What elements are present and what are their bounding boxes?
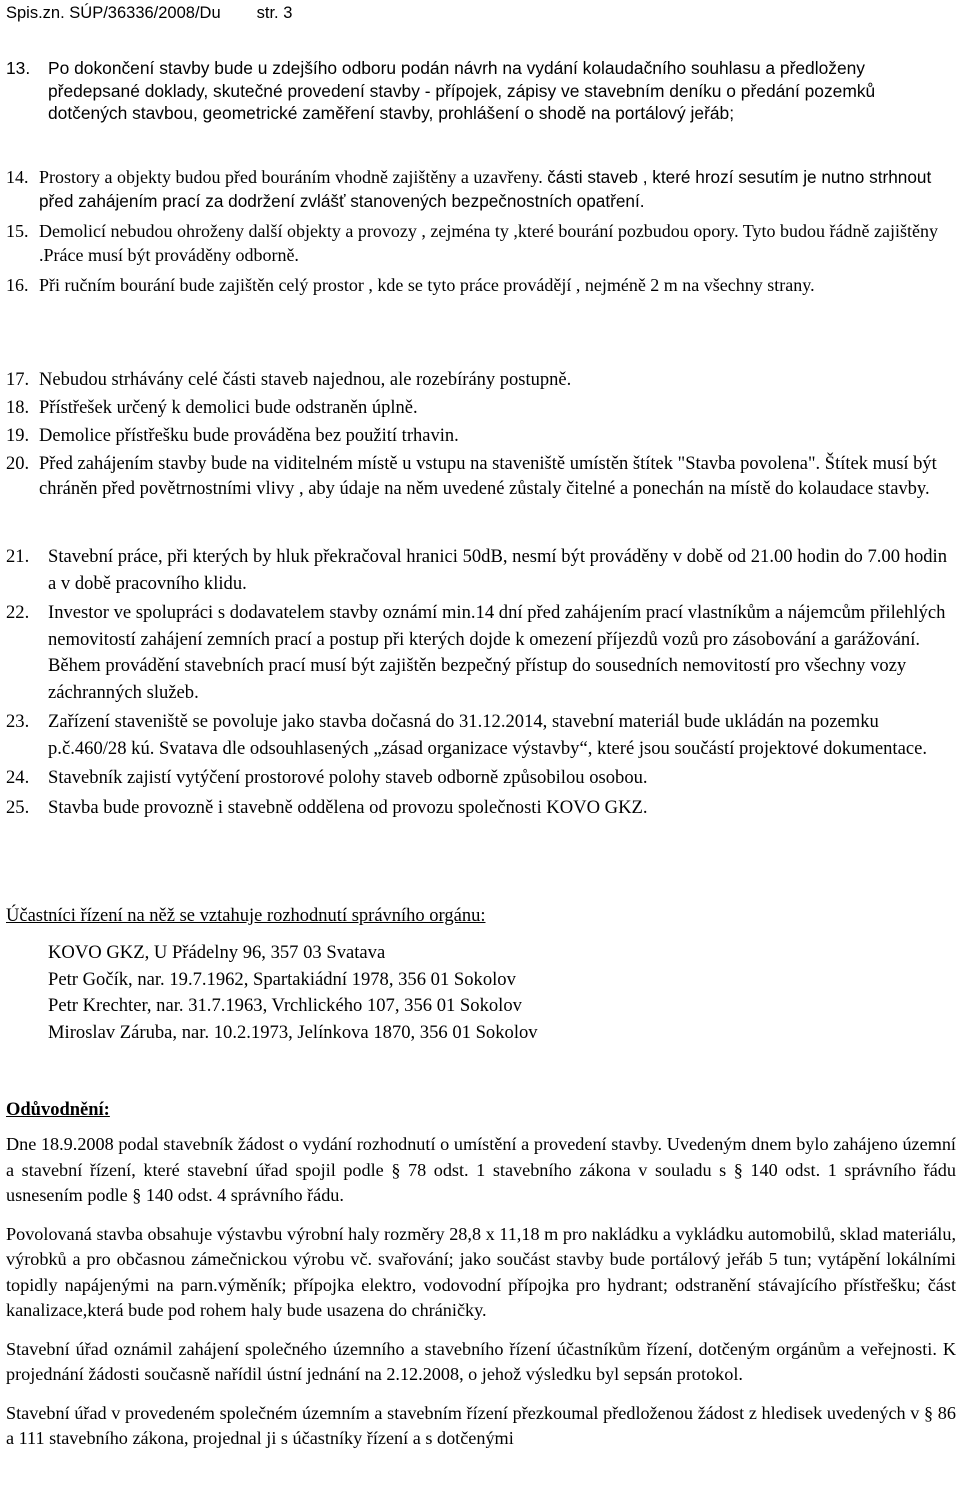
participants-heading: Účastníci řízení na něž se vztahuje rozhodnutí správního orgánu: (6, 906, 486, 926)
condition-number: 18. (6, 398, 30, 418)
condition-text: Přístřešek určený k demolici bude odstraněn úplně. (39, 398, 418, 418)
reasoning-body (6, 1132, 956, 1465)
condition-item (6, 709, 956, 762)
condition-number: 20. (6, 454, 30, 474)
condition-number: 22. (6, 602, 30, 623)
condition-item (6, 273, 956, 297)
condition-item (6, 452, 956, 502)
reasoning-paragraph: Stavební úřad v provedeném společném územním a stavebním řízení přezkoumal předloženou žádost z hledisek uvedených v § 86 a 111 stavebního zákona, projednal ji s účastníky řízení a s dotčenými (6, 1402, 956, 1448)
condition-text: Před zahájením stavby bude na viditelném místě u vstupu na staveniště umístěn štítek "Stavba povolena". Štítek musí být chráněn před povětrnostními vlivy , aby údaje na něm uvedené zůstaly čitelné a ponechán na místě do kolaudace stavby. (39, 454, 937, 499)
condition-item (6, 600, 956, 706)
condition-text: Při ručním bourání bude zajištěn celý prostor , kde se tyto práce provádějí , nejméně 2 m na všechny strany. (39, 275, 815, 295)
participants-list (48, 940, 538, 1046)
condition-number: 19. (6, 426, 30, 446)
page-header (6, 3, 292, 23)
participant-entry: Petr Gočík, nar. 19.7.1962, Spartakiádní 1978, 356 01 Sokolov (48, 968, 516, 990)
condition-text: Po dokončení stavby bude u zdejšího odboru podán návrh na vydání kolaudačního souhlasu a předloženy předepsané doklady, skutečné provedení stavby - přípojek, zápisy ve stavebním deníku o předání pozemků dotčených stavbou, geometrické zaměření stavby, prohlášení o shodě na portálový jeřáb; (48, 58, 876, 123)
condition-item (6, 219, 956, 267)
participant-entry: Miroslav Záruba, nar. 10.2.1973, Jelínkova 1870, 356 01 Sokolov (48, 1021, 538, 1043)
condition-text: Investor ve spolupráci s dodavatelem stavby oznámí min.14 dní před zahájením prací vlastníkům a nájemcům přilehlých nemovitostí zahájení zemních prací a postup při kterých dojde k omezení příjezdů vozů pro zásobování a garážování. Během provádění stavebních prací musí být zajištěn bezpečný přístup do sousedních nemovitostí pro všechny vozy záchranných služeb. (48, 602, 946, 703)
condition-text-part: části staveb , které hrozí sesutím je nutno strhnout před zahájením prací za dodržení zvlášť stanovených bezpečnostních opatření. (39, 167, 932, 211)
condition-text: Stavba bude provozně i stavebně oddělena od provozu společnosti KOVO GKZ. (48, 796, 648, 818)
condition-item (6, 396, 956, 421)
condition-item (6, 424, 956, 449)
condition-item (6, 765, 956, 792)
condition-text: Nebudou strhávány celé části staveb najednou, ale rozebírány postupně. (39, 370, 572, 390)
page-number: str. 3 (256, 4, 293, 22)
conditions-list-17-20 (6, 368, 956, 505)
condition-number: 13. (6, 58, 31, 78)
condition-number: 24. (6, 767, 30, 788)
reasoning-paragraph: Stavební úřad oznámil zahájení společného územního a stavebního řízení účastníkům řízení, dotčeným orgánům a veřejnosti. K projednání žádosti současně nařídil ústní jednání na 2.12.2008, o jehož výsledku byl sepsán protokol. (6, 1338, 956, 1384)
condition-number: 15. (6, 221, 29, 241)
reasoning-heading: Odůvodnění: (6, 1100, 110, 1120)
condition-number: 23. (6, 711, 30, 732)
condition-number: 25. (6, 796, 30, 818)
reference-number: Spis.zn. SÚP/36336/2008/Du (6, 4, 221, 22)
condition-number: 21. (6, 546, 30, 567)
condition-item (6, 57, 956, 125)
condition-item (6, 165, 956, 213)
condition-text: Demolice přístřešku bude prováděna bez použití trhavin. (39, 426, 459, 446)
condition-text: Zařízení staveniště se povoluje jako stavba dočasná do 31.12.2014, stavební materiál bude ukládán na pozemku p.č.460/28 kú. Svatava dle odsouhlasených „zásad organizace výstavby“, které jsou součástí projektové dokumentace. (48, 711, 927, 759)
condition-number: 14. (6, 167, 29, 187)
condition-text: Demolicí nebudou ohroženy další objekty a provozy , zejména ty ,které bourání pozbudou opory. Tyto budou řádně zajištěny .Práce musí být prováděny odborně. (39, 221, 938, 265)
conditions-list-14-16 (6, 165, 956, 303)
reasoning-paragraph: Povolovaná stavba obsahuje výstavbu výrobní haly rozměry 28,8 x 11,18 m pro nakládku a vykládku automobilů, sklad materiálu, výrobků a pro občasnou zámečnickou výrobu vč. svařování; jako součást stavby bude portálový jeřáb 5 tun; vytápění lokálními topidly napájenými na parn.výměník; přípojka elektro, vodovodní přípojka pro hydrant; odstranění stávajícího přístřešku; část kanalizace,která bude pod rohem haly bude usazena do chráničky. (6, 1223, 956, 1320)
condition-item (6, 795, 956, 822)
reasoning-paragraph: Dne 18.9.2008 podal stavebník žádost o vydání rozhodnutí o umístění a provedení stavby. Uvedeným dnem bylo zahájeno územní a stavební řízení, které stavební úřad spojil podle § 78 odst. 1 stavebního zákona v souladu s § 140 odst. 1 správního řádu usnesením podle § 140 odst. 4 správního řádu. (6, 1134, 956, 1205)
condition-item (6, 544, 956, 597)
condition-text: Stavebník zajistí vytýčení prostorové polohy staveb odborně způsobilou osobou. (48, 767, 648, 788)
condition-item (6, 368, 956, 393)
condition-text (39, 165, 956, 213)
condition-number: 17. (6, 370, 30, 390)
conditions-list-21-25 (6, 544, 956, 824)
condition-text-part: Prostory a objekty budou před bouráním vhodně zajištěny a uzavřeny. (39, 167, 543, 187)
condition-number: 16. (6, 275, 29, 295)
conditions-list-13 (6, 57, 956, 125)
participant-entry: KOVO GKZ, U Přádelny 96, 357 03 Svatava (48, 942, 386, 963)
condition-text: Stavební práce, při kterých by hluk překračoval hranici 50dB, nesmí být prováděny v době od 21.00 hodin do 7.00 hodin a v době pracovního klidu. (48, 546, 948, 594)
participant-entry: Petr Krechter, nar. 31.7.1963, Vrchlického 107, 356 01 Sokolov (48, 995, 522, 1016)
